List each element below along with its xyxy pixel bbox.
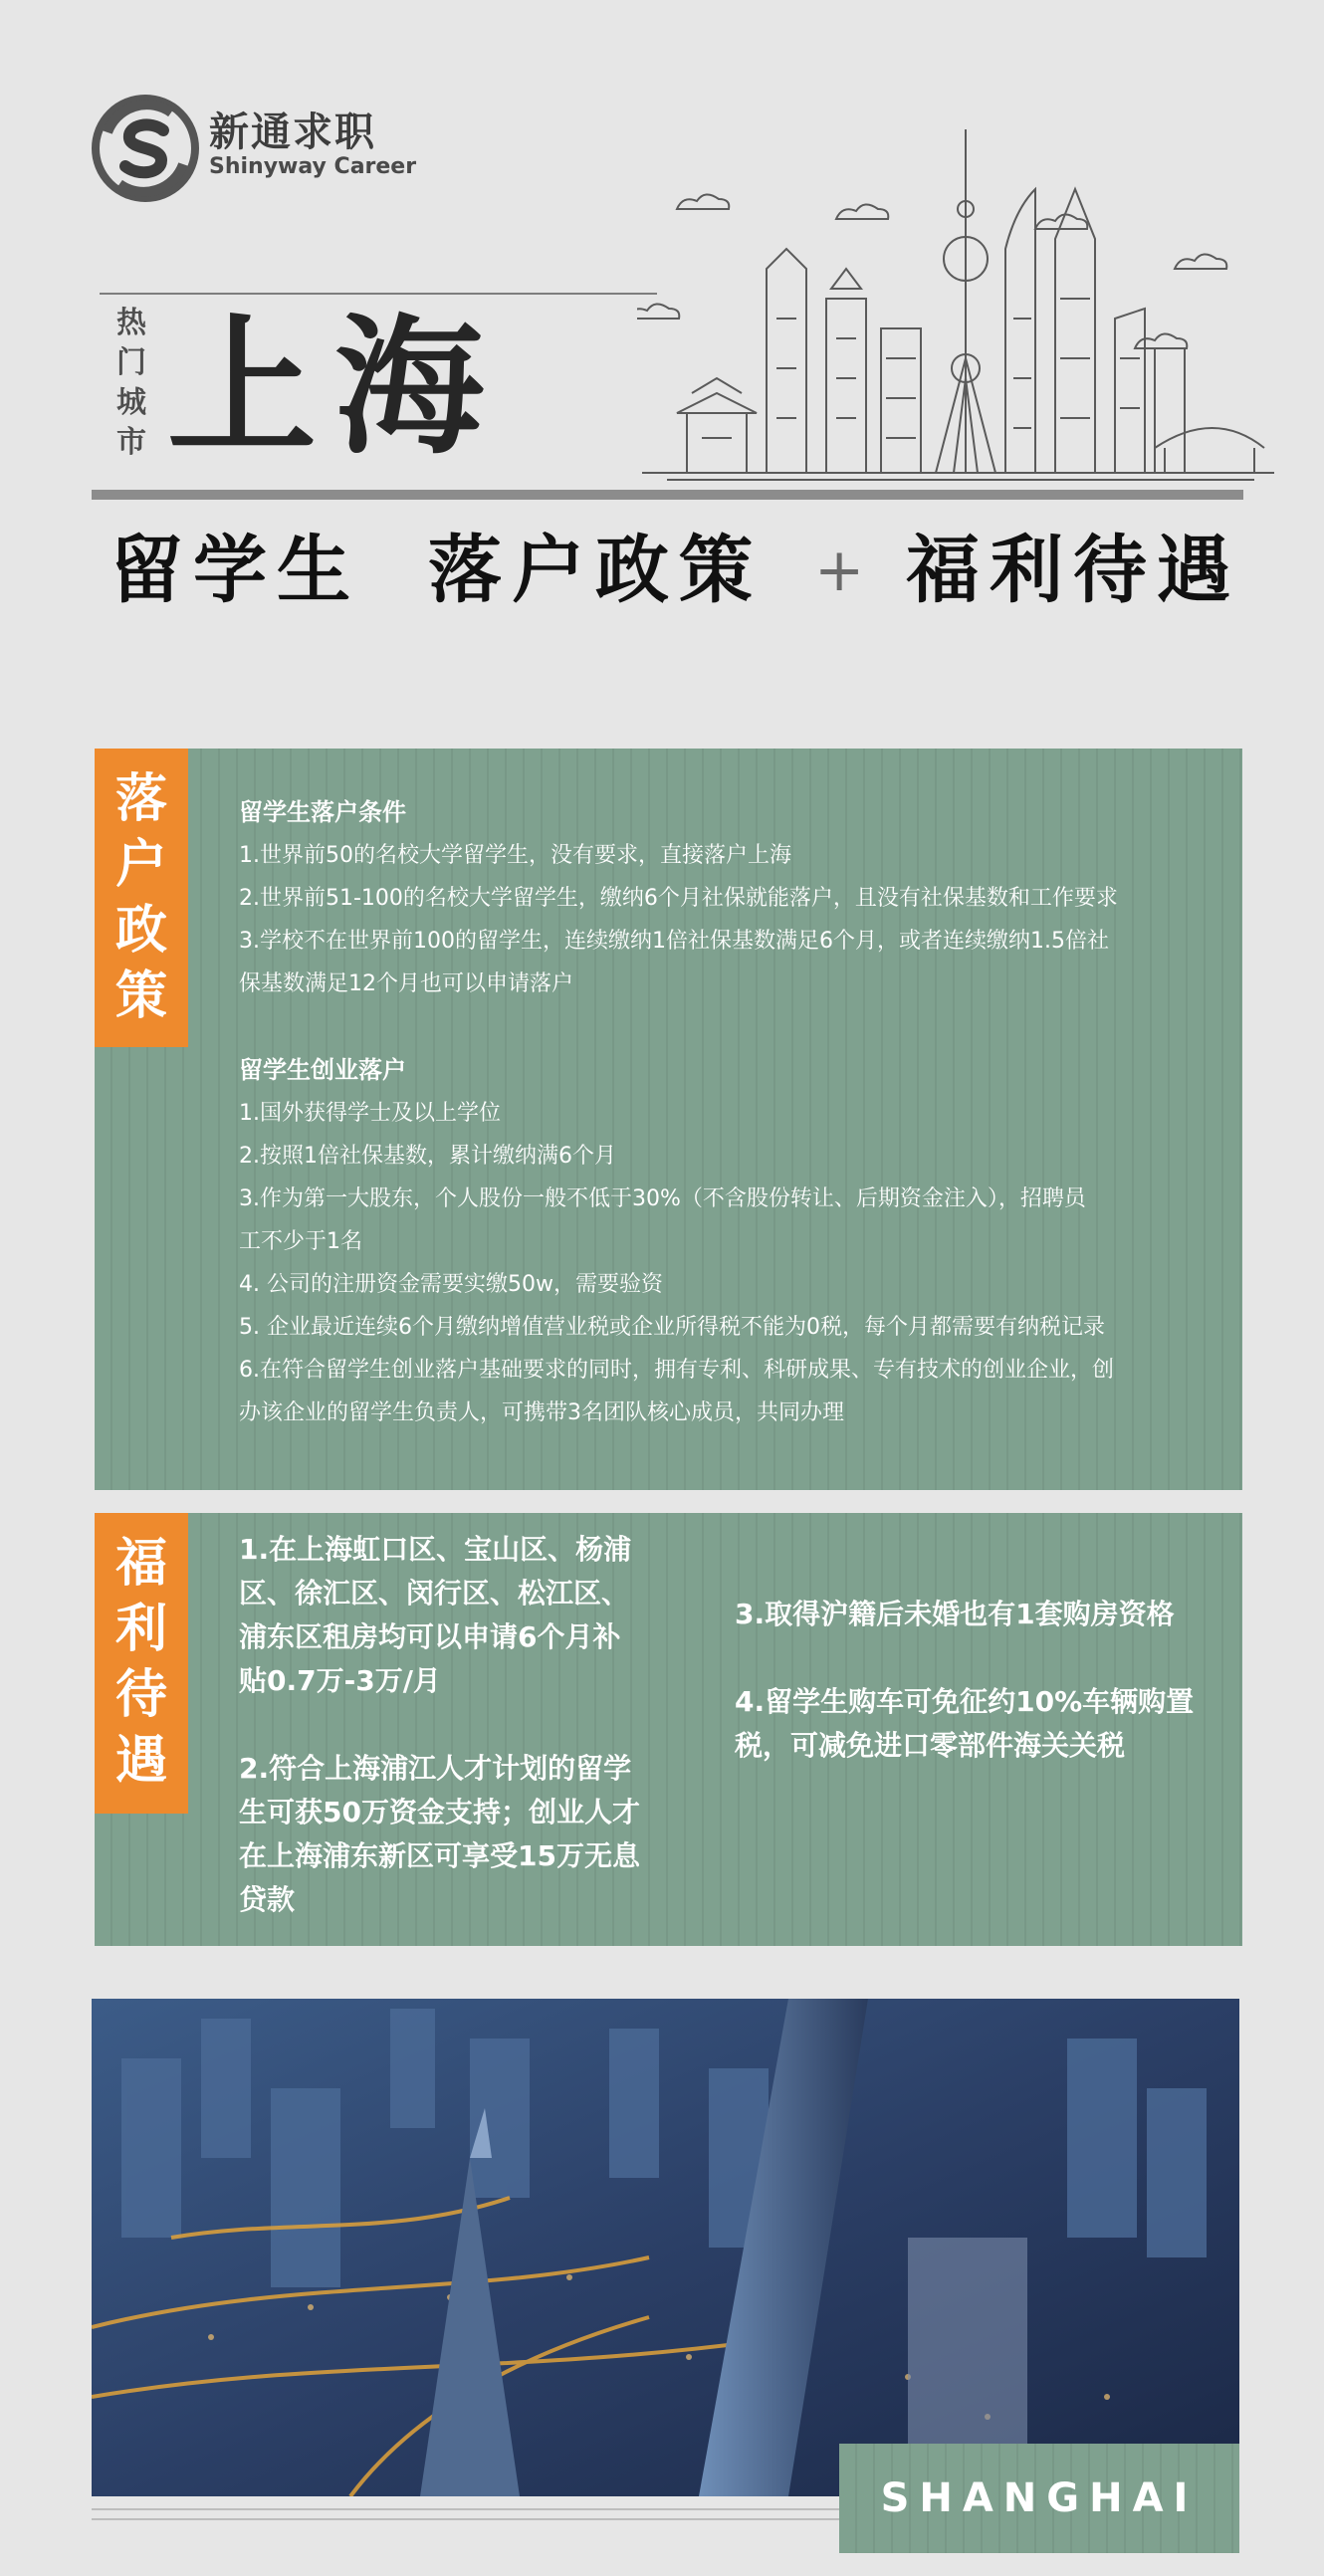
welfare-line: 贴0.7万-3万/月 [239, 1664, 441, 1697]
welfare-line: 4.留学生购车可免征约10%车辆购置 [735, 1685, 1195, 1718]
title-part-students: 留学生 [110, 528, 360, 613]
hot-label-char: 门 [116, 345, 146, 380]
policy-line: 1.国外获得学士及以上学位 [239, 1101, 501, 1126]
policy-tag-char: 政 [114, 901, 167, 961]
welfare-tag [95, 1513, 188, 1814]
welfare-line: 1.在上海虹口区、宝山区、杨浦 [239, 1533, 632, 1566]
policy-line: 2.按照1倍社保基数，累计缴纳满6个月 [239, 1144, 616, 1169]
welfare-tag-char: 福 [114, 1534, 167, 1594]
footer-lines [92, 2508, 839, 2520]
shanghai-skyline-illustration [637, 119, 1274, 488]
policy-line: 3.作为第一大股东，个人股份一般不低于30%（不含股份转让、后期资金注入），招聘员 [239, 1186, 1086, 1211]
policy-line: 保基数满足12个月也可以申请落户 [239, 971, 573, 996]
main-title [110, 526, 1244, 615]
policy-line: 5. 企业最近连续6个月缴纳增值营业税或企业所得税不能为0税，每个月都需要有纳税记录 [239, 1315, 1105, 1340]
policy-line: 4. 公司的注册资金需要实缴50w，需要验资 [239, 1272, 663, 1297]
welfare-tag-char: 利 [114, 1600, 167, 1659]
policy-content [239, 791, 1224, 1434]
brand-name-en: Shinyway Career [209, 154, 417, 179]
welfare-line: 生可获50万资金支持；创业人才 [239, 1796, 640, 1828]
welfare-line: 在上海浦东新区可享受15万无息 [239, 1839, 640, 1872]
policy-tag-char: 落 [114, 769, 167, 829]
shanghai-caption: SHANGHAI [839, 2444, 1239, 2553]
title-plus-sign: + [814, 536, 865, 605]
welfare-line: 区、徐汇区、闵行区、松江区、 [239, 1577, 630, 1610]
policy-tag [95, 749, 188, 1047]
welfare-tag-char: 待 [114, 1665, 167, 1725]
brand-logo [92, 95, 470, 204]
brand-name-cn: 新通求职 [209, 109, 376, 155]
policy-tag-char: 策 [114, 966, 167, 1026]
welfare-line: 贷款 [239, 1883, 296, 1916]
hot-label-char: 热 [116, 306, 146, 340]
hot-city-label [111, 304, 151, 463]
welfare-line: 3.取得沪籍后未婚也有1套购房资格 [735, 1598, 1175, 1630]
welfare-line: 浦东区租房均可以申请6个月补 [239, 1620, 621, 1653]
welfare-line: 2.符合上海浦江人才计划的留学 [239, 1752, 632, 1785]
policy-line: 2.世界前51-100的名校大学留学生，缴纳6个月社保就能落户，且没有社保基数和工作要求 [239, 886, 1118, 911]
policy-line: 1.世界前50的名校大学留学生，没有要求，直接落户上海 [239, 843, 791, 868]
welfare-left-column [239, 1528, 677, 1922]
policy-line: 3.学校不在世界前100的留学生，连续缴纳1倍社保基数满足6个月，或者连续缴纳1.5倍社 [239, 929, 1109, 954]
header-base-line [92, 490, 1243, 500]
settlement-conditions-heading: 留学生落户条件 [239, 798, 406, 826]
welfare-line: 税，可减免进口零部件海关关税 [735, 1729, 1126, 1762]
hot-label-char: 市 [116, 425, 146, 460]
startup-settlement-heading: 留学生创业落户 [239, 1056, 406, 1084]
title-part-welfare: 福利待遇 [906, 528, 1240, 613]
policy-line: 6.在符合留学生创业落户基础要求的同时，拥有专利、科研成果、专有技术的创业企业，创 [239, 1358, 1114, 1383]
header-divider [100, 293, 657, 295]
hot-label-char: 城 [116, 385, 146, 420]
welfare-right-column [735, 1593, 1242, 1768]
policy-line: 办该企业的留学生负责人，可携带3名团队核心成员，共同办理 [239, 1400, 844, 1425]
city-name: 上海 [167, 302, 503, 475]
policy-line: 工不少于1名 [239, 1229, 362, 1254]
welfare-tag-char: 遇 [114, 1731, 167, 1791]
policy-tag-char: 户 [114, 835, 167, 895]
shinyway-s-logo-icon [92, 95, 199, 202]
title-part-policy: 落户政策 [428, 528, 763, 613]
shanghai-aerial-city-photo [92, 1999, 1239, 2496]
